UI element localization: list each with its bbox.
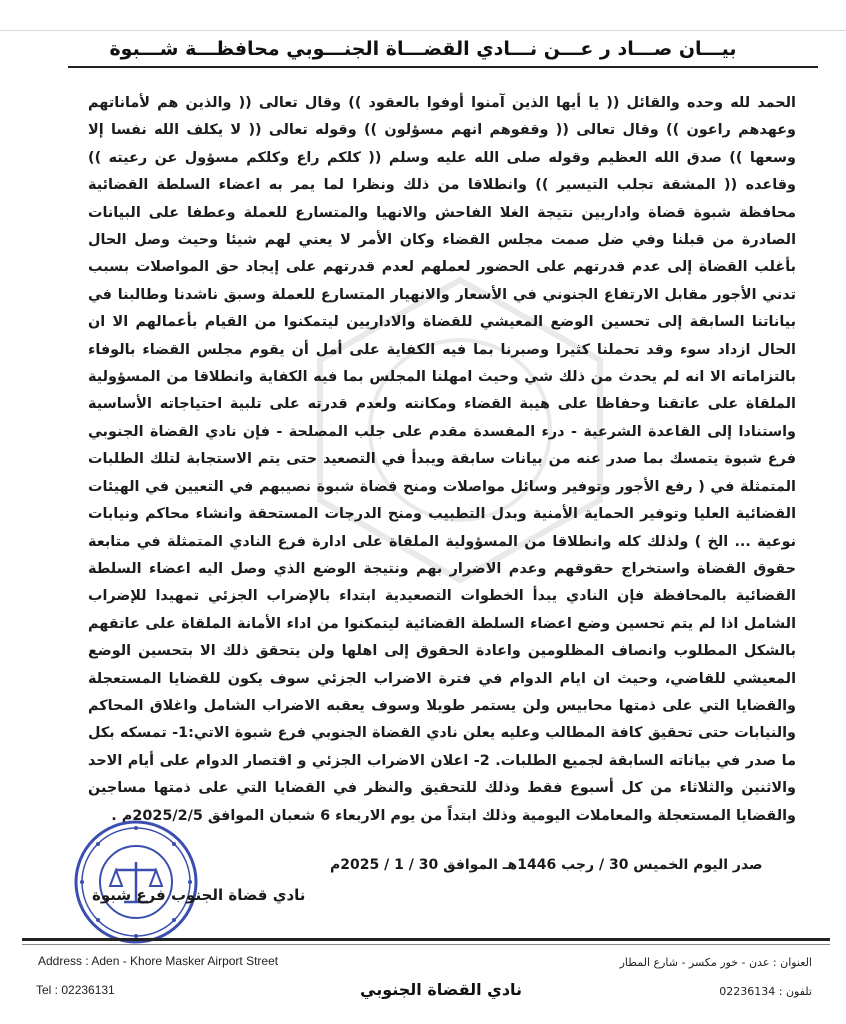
title-underline bbox=[68, 66, 818, 68]
official-seal-stamp bbox=[72, 818, 200, 946]
signature-line: نادي قضاة الجنوب فرع شبوة bbox=[92, 886, 306, 904]
telephone-arabic: تلفون : 02236134 bbox=[719, 985, 812, 998]
statement-title: بيـــان صـــاد ر عـــن نـــادي القضـــاة الجنـــوبي محافظـــة شـــبوة bbox=[109, 38, 737, 60]
footer-divider-thin bbox=[22, 944, 830, 945]
footer-divider bbox=[22, 938, 830, 941]
statement-body: الحمد لله وحده والقائل (( يا أيها الذين آمنوا أوفوا بالعقود )) وقال تعالى (( والذين هم لأماناتهم وعهدهم راعون )) وقال تعالى (( وقفوهم انهم مسؤلون )) وقوله تعالى (( لا يكلف الله نفسا إلا وسعها )) صدق الله العظيم وقوله صلى الله عليه وسلم (( كلكم راع وكلكم مسؤول عن رعيته )) وقاعده (( المشقة تجلب التيسير )) وانطلاقا من ذلك ونظرا لما يمر به اعضاء السلطة القضائية محافظة شبوة قضاة واداريين نتيجة الغلا الفاحش والانهيا والمتسارع للعملة وعطفا على البيانات الصادرة من قبلنا وفي ضل صمت مجلس القضاء وكان الأمر لا يعني لهم شيئا وحيث وصل الحال بأغلب القضاة إلى عدم قدرتهم على الحضور لعملهم لعدم قدرتهم على إيجاد حق المواصلات بسبب تدني الأجور مقابل الارتفاع الجنوني في الأسعار والانهيار المتسارع للعملة وسبق ناشدنا وطالبنا في بياناتنا السابقة إلى تحسين الوضع المعيشي للقضاة والاداريين ليتمكنوا من القيام بأعمالهم الا ان الحال ازداد سوء وقد تحملنا كثيرا وصبرنا بما فيه الكفاية على أمل أن يقوم مجلس القضاء بالوفاء بالتزاماته الا انه لم يحدث من ذلك شي وحيث امهلنا المجلس بما فيه الكفاية وانطلاقا من المسؤولية الملقاة على عاتقنا وحفاظا على هيبة القضاء ومكانته ولعدم قدرته على تلبية احتياجاته الأساسية واستنادا إلى القاعدة الشرعية - درء المفسدة مقدم على جلب المصلحة - فإن نادي القضاة الجنوبي فرع شبوة يتمسك بما صدر عنه من بيانات سابقة ويبدأ في التصعيد حتى يتم الاستجابة لتلك الطلبات المتمثلة في ( رفع الأجور وتوفير وسائل مواصلات ومنح قضاة شبوة نصيبهم في التعيين في الهيئات القضائية العليا وتوفير الحماية الأمنية وبدل التطبيب ومنح الدرجات المستحقة وانشاء محاكم ونيابات نوعية ... الخ ) ولذلك كله وانطلاقا من المسؤولية الملقاة على ادارة فرع النادي المتمثلة في متابعة حقوق القضاة واستخراج حقوقهم وعدم الاضرار بهم ونتيجة الوضع الذي وصل اليه اعضاء السلطة القضائية بالمحافظة فإن النادي يبدأ الخطوات التصعيدية ابتداء بالإضراب الجزئي تمهيدا للإضراب الشامل اذا لم يتم تحسين وضع اعضاء السلطة القضائية ليتمكنوا من اداء الأمانة الملقاة على عاتقهم بالشكل المطلوب وانصاف المظلومين واعادة الحقوق إلى اهلها ولن يتحقق ذلك الا بتحسين الوضع المعيشي للقاضي، وحيث ان ايام الدوام في فترة الاضراب الجزئي سوف يكون للقضايا المستعجلة والقضايا التي على ذمتها محابيس ولن يستمر طويلا وسوف يعقبه الاضراب الشامل واغلاق المحاكم والنيابات حتى تحقيق كافة المطالب وعليه يعلن نادي القضاة الجنوبي فرع شبوة الاتي:1- تمسكه بكل ما صدر في بياناته السابقة لجميع الطلبات. 2- اعلان الاضراب الجزئي و اقتصار الدوام على أيام الاحد والاثنين والثلاثاء من كل أسبوع فقط وذلك للتحقيق والنظر في القضايا التي على ذمتها مساجين والقضايا المستعجلة والمعاملات اليومية وذلك ابتداً من يوم الاربعاء 6 شعبان الموافق 2025/2/5م . bbox=[88, 95, 796, 824]
issue-date-line: صدر اليوم الخميس 30 / رجب 1446هـ الموافق 30 / 1 / 2025م bbox=[330, 857, 763, 873]
footer-organization-name: نادي القضاة الجنوبي bbox=[360, 980, 523, 999]
telephone-english: Tel : 02236131 bbox=[36, 983, 115, 997]
address-english: Address : Aden - Khore Masker Airport Street bbox=[38, 954, 279, 968]
top-border-line bbox=[0, 30, 846, 31]
address-arabic: العنوان : عدن - خور مكسر - شارع المطار bbox=[619, 956, 812, 969]
